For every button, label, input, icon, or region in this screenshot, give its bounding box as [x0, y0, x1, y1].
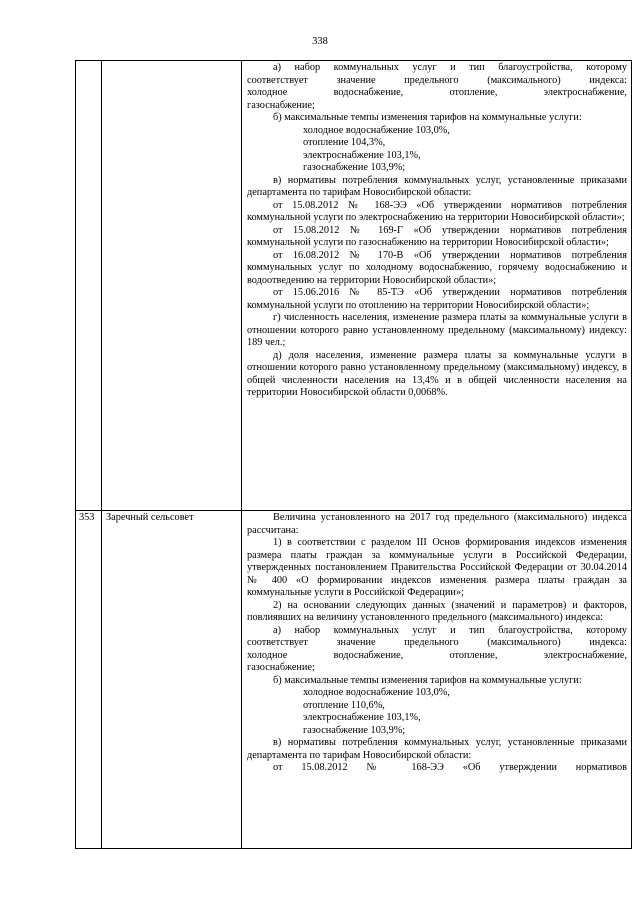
table-row [76, 511, 632, 849]
paragraph: Величина установленного на 2017 год предельного (максимального) индекса рассчитана: [247, 512, 627, 536]
paragraph: от 15.08.2012 № 168-ЭЭ «Об утверждении нормативов потребления коммунальной услуги по электроснабжению на территории Новосибирской области»; [247, 199, 627, 223]
paragraph: холодное водоснабжение, отопление, электроснабжение, [247, 649, 627, 661]
paragraph: 1) в соответствии с разделом III Основ формирования индексов изменения размера платы граждан за коммунальные услуги в Российской Федерации, утвержденных постановлением Правительства Российской Федерации от 30.04.2014 № 400 «О формировании индексов изменения размера платы граждан за коммунальные услуги в Российской Федерации»; [247, 537, 627, 598]
paragraph: от 15.08.2012 № 169-Г «Об утверждении нормативов потребления коммунальной услуги по газоснабжению на территории Новосибирской области»; [247, 224, 627, 248]
municipality-name-cell [102, 61, 242, 511]
municipality-name-cell: Заречный сельсовет [102, 511, 242, 849]
row-number-cell: 353 [76, 511, 102, 849]
paragraph: от 15.06.2016 № 85-ТЭ «Об утверждении нормативов потребления коммунальной услуги по отоплению на территории Новосибирской области»; [247, 287, 627, 311]
paragraph: 2) на основании следующих данных (значений и параметров) и факторов, повлиявших на величину установленного предельного (максимального) индекса: [247, 599, 627, 623]
paragraph: газоснабжение; [247, 662, 315, 673]
paragraph: соответствует значение предельного (максимального) индекса: [247, 637, 627, 648]
index-table [75, 60, 632, 849]
paragraph: газоснабжение; [247, 99, 315, 111]
paragraph: в) нормативы потребления коммунальных услуг, установленные приказами департамента по тарифам Новосибирской области: [247, 737, 627, 761]
paragraph: холодное водоснабжение 103,0%, [303, 687, 450, 698]
paragraph: холодное водоснабжение 103,0%, [303, 124, 450, 136]
page-number: 338 [312, 36, 328, 47]
row-number-cell [76, 61, 102, 511]
description-cell [242, 511, 632, 849]
paragraph: соответствует значение предельного (максимального) индекса: [247, 74, 627, 86]
paragraph: от 16.08.2012 № 170-В «Об утверждении нормативов потребления коммунальных услуг по холодному водоснабжению, горячему водоснабжению и водоотведению на территории Новосибирской области»; [247, 249, 627, 286]
paragraph: г) численность населения, изменение размера платы за коммунальные услуги в отношении которого равно установленному предельному (максимальному) индексу: 189 чел.; [247, 312, 627, 348]
paragraph: отопление 104,3%, [303, 137, 386, 148]
paragraph: д) доля населения, изменение размера платы за коммунальные услуги в отношении которого равно установленному предельному (максимальному) индексу, в общей численности населения на 13,4% и в общей численности населения на территории Новосибирской области 0,0068%. [247, 349, 627, 398]
paragraph: в) нормативы потребления коммунальных услуг, установленные приказами департамента по тарифам Новосибирской области: [247, 174, 627, 198]
table-row [76, 61, 632, 511]
paragraph: газоснабжение 103,9%; [303, 162, 406, 173]
paragraph-list [247, 62, 627, 400]
paragraph: б) максимальные темпы изменения тарифов на коммунальные услуги: [273, 674, 582, 686]
paragraph: отопление 110,6%, [303, 699, 385, 711]
description-cell [242, 61, 632, 511]
paragraph: электроснабжение 103,1%, [303, 149, 421, 161]
paragraph: а) набор коммунальных услуг и тип благоустройства, которому [273, 624, 627, 636]
paragraph-list [247, 512, 627, 775]
paragraph: холодное водоснабжение, отопление, электроснабжение, [247, 87, 627, 98]
paragraph: от 15.08.2012 № 168-ЭЭ «Об утверждении нормативов [273, 762, 627, 773]
paragraph: б) максимальные темпы изменения тарифов на коммунальные услуги: [273, 112, 582, 123]
paragraph: электроснабжение 103,1%, [303, 712, 421, 723]
paragraph: газоснабжение 103,9%; [303, 724, 406, 736]
paragraph: а) набор коммунальных услуг и тип благоустройства, которому [273, 62, 627, 73]
